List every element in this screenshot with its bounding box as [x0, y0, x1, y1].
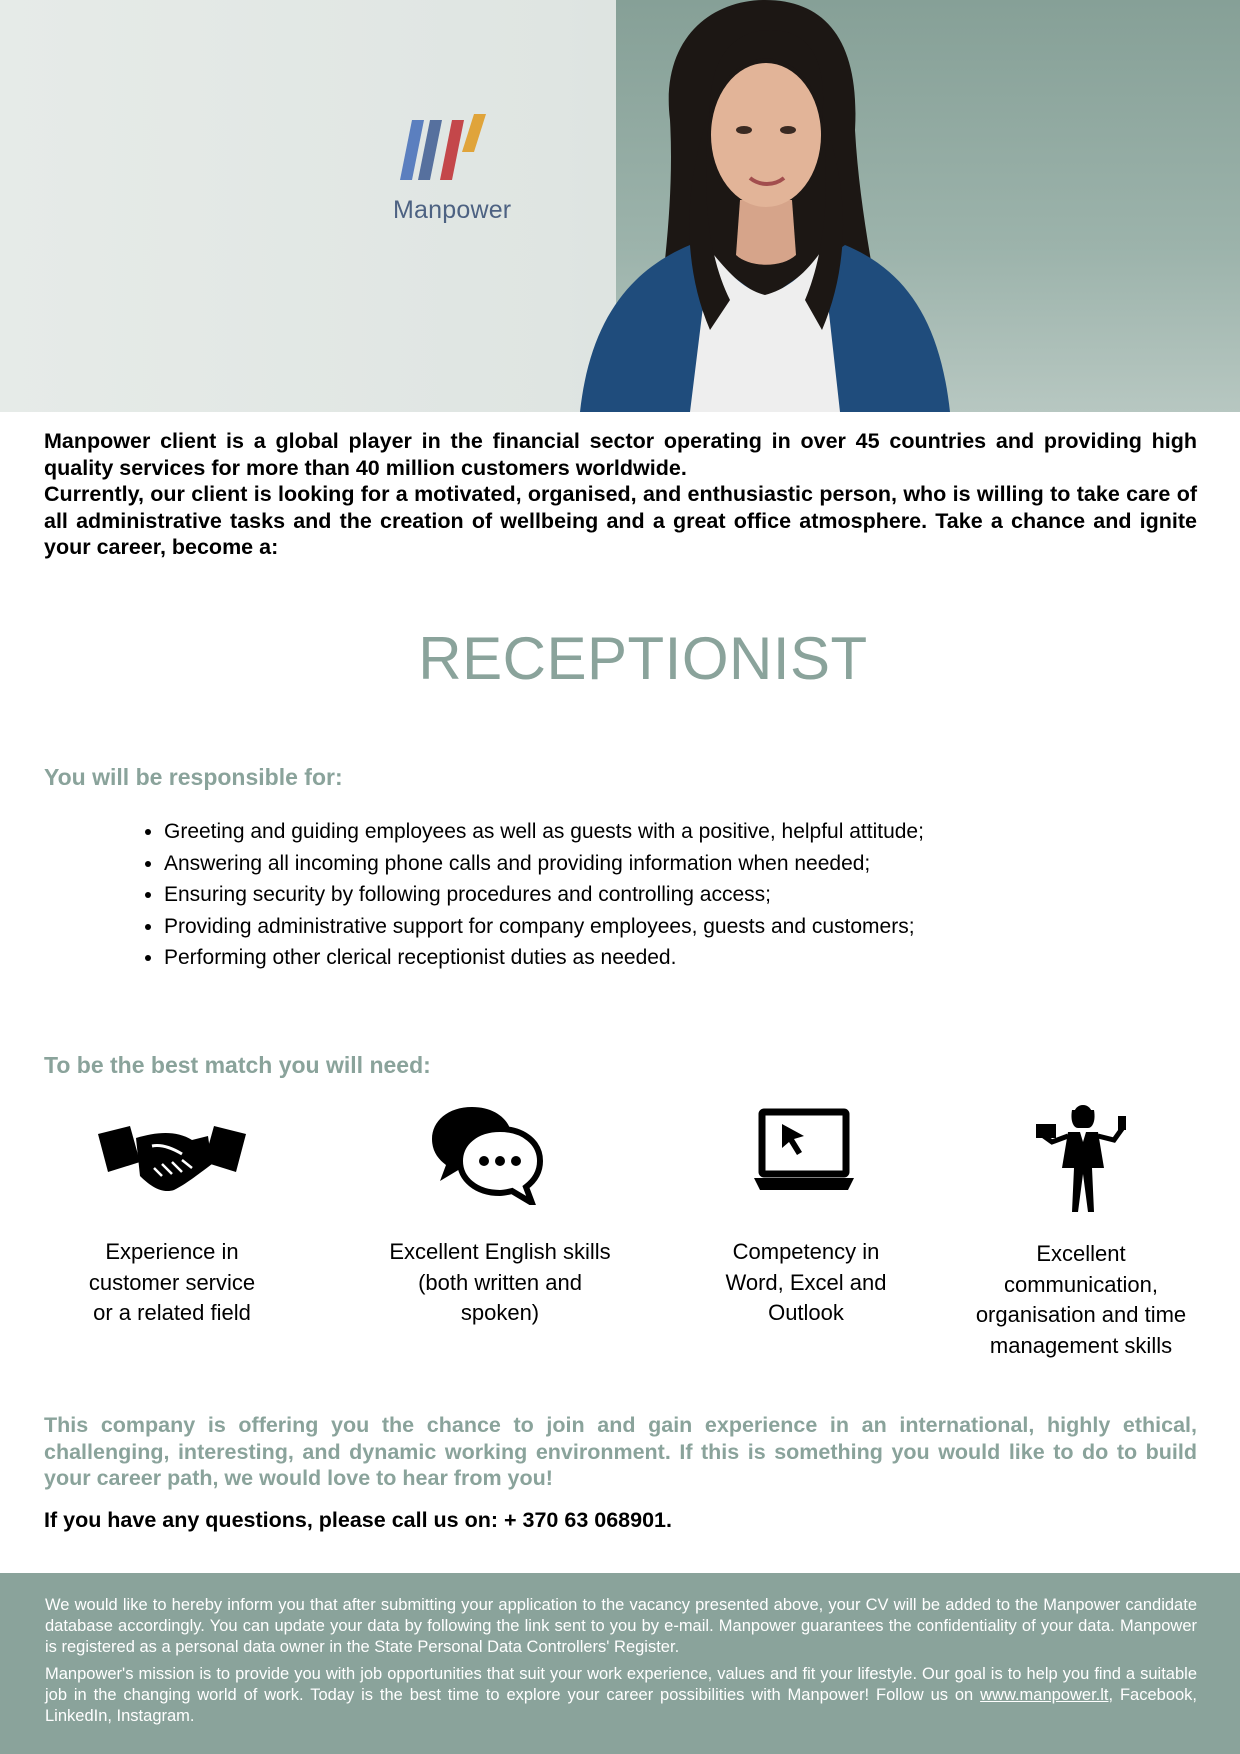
contact-phone-text: If you have any questions, please call us on: + 370 63 068901. [44, 1508, 672, 1532]
list-item: • Providing administrative support for company employees, guests and customers; [164, 911, 924, 943]
intro-paragraph-role: Currently, our client is looking for a motivated, organised, and enthusiastic person, who is willing to take care of all administrative tasks and the creation of wellbeing and a great office atmosphere. Take a chance and ignite your career, become a: [44, 482, 1197, 559]
intro-paragraph-company: Manpower client is a global player in the financial sector operating in over 45 countries and providing high quality services for more than 40 million customers worldwide. [44, 429, 1197, 480]
job-title: RECEPTIONIST [418, 625, 868, 692]
responsibilities-list [120, 816, 924, 974]
multitasking-woman-icon [1034, 1102, 1132, 1214]
privacy-notice: We would like to hereby inform you that after submitting your application to the vacancy presented above, your CV will be added to the Manpower candidate database accordingly. You can update your data by following the link sent to you by e-mail. Manpower guarantees the confidentiality of your data. Manpower is registered as a personal data owner in the State Personal Data Controllers' Register. [45, 1596, 1197, 1656]
intro-text [44, 428, 1197, 561]
offer-text: This company is offering you the chance to join and gain experience in an international, highly ethical, challenging, interesting, and dynamic working environment. If this is something you would like to do to build your career path, we would love to hear from you! [44, 1413, 1197, 1490]
responsibilities-heading: You will be responsible for: [44, 764, 343, 790]
speech-bubbles-icon [428, 1103, 544, 1205]
list-item: • Performing other clerical receptionist duties as needed. [164, 942, 924, 974]
woman-portrait-photo [560, 0, 980, 412]
laptop-icon [752, 1108, 856, 1194]
skill-english: Excellent English skills (both written and spoken) [389, 1239, 611, 1325]
website-link[interactable]: www.manpower.lt [980, 1686, 1109, 1704]
list-item: • Answering all incoming phone calls and providing information when needed; [164, 848, 924, 880]
requirements-heading: To be the best match you will need: [44, 1052, 431, 1078]
footer [0, 1573, 1240, 1754]
hero-banner [0, 0, 1240, 412]
handshake-icon [96, 1124, 248, 1196]
manpower-logo-text: Manpower [393, 196, 512, 224]
skill-communication: Excellent communication, organisation and time management skills [975, 1241, 1187, 1358]
mission-statement: Manpower's mission is to provide you with job opportunities that suit your work experience, values and fit your lifestyle. Our goal is to help you find a suitable job in the changing world of work. Today is the best time to explore your career possibilities with Manpower! Follow us on www.manpower.lt, Facebook, LinkedIn, Instagram. [45, 1665, 1198, 1725]
list-item: • Greeting and guiding employees as well as guests with a positive, helpful attitude; [164, 816, 924, 848]
list-item: • Ensuring security by following procedures and controlling access; [164, 879, 924, 911]
skill-office-software: Competency in Word, Excel and Outlook [725, 1239, 887, 1325]
skill-customer-service: Experience in customer service or a related field [88, 1239, 256, 1325]
